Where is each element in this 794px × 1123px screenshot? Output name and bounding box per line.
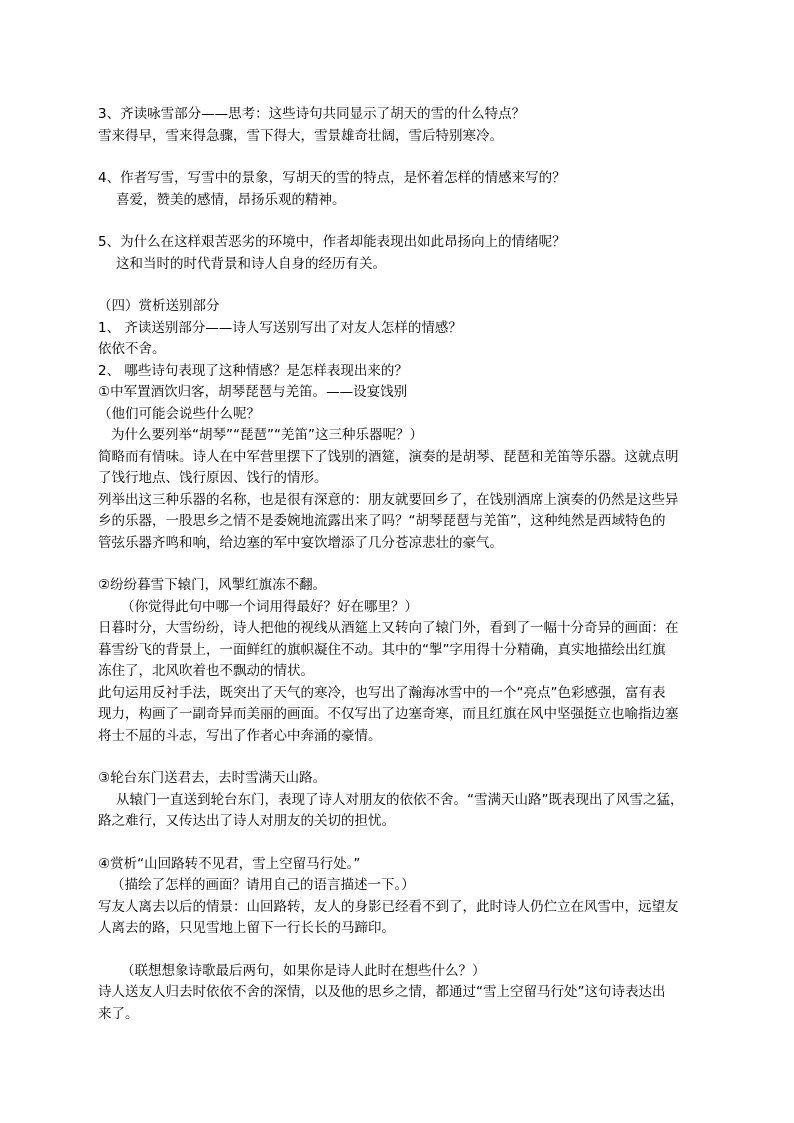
couplet-3-para-line-1: 从辕门一直送到轮台东门，表现了诗人对朋友的依依不舍。“雪满天山路”既表现出了风雪之猛，: [116, 791, 684, 808]
farewell-answer-1: 依依不舍。: [98, 341, 166, 357]
couplet-1-para-1-line-2: 了饯行地点、饯行原因、饯行的情形。: [98, 470, 328, 486]
couplet-4-prompt: （描绘了怎样的画面？请用自己的语言描述一下。）: [111, 877, 415, 893]
couplet-2-para-2-line-2: 现力，构画了一副奇异而美丽的画面。不仅写出了边塞奇寒，而且红旗在风中坚强挺立也喻指边塞: [98, 706, 679, 722]
couplet-3-para-line-2: 路之难行，又传达出了诗人对朋友的关切的担忧。: [98, 813, 395, 829]
final-para-line-1: 诗人送友人归去时依依不舍的深情，以及他的思乡之情，都通过“雪上空留马行处”这句诗表达出: [98, 984, 666, 1000]
couplet-1-prompt-2: 为什么要列举“胡琴”“琵琶”“羌笛”这三种乐器呢？）: [111, 427, 423, 443]
couplet-2-prompt: （你觉得此句中哪一个词用得最好？好在哪里？）: [121, 598, 418, 615]
section-heading-4: （四）赏析送别部分: [98, 298, 220, 314]
couplet-4-para-line-1: 写友人离去以后的情景：山回路转，友人的身影已经看不到了，此时诗人仍伫立在风雪中，远望友: [98, 898, 679, 915]
couplet-1-para-2-line-1: 列举出这三种乐器的名称，也是很有深意的：朋友就要回乡了，在饯别酒席上演奏的仍然是这些异: [98, 491, 679, 508]
couplet-3: ③轮台东门送君去，去时雪满天山路。: [98, 770, 327, 786]
couplet-2-para-2-line-1: 此句运用反衬手法，既突出了天气的寒冷，也写出了瀚海冰雪中的一个“亮点”色彩感强，富有表: [98, 684, 666, 701]
couplet-4: ④赏析“山回路转不见君，雪上空留马行处。”: [98, 855, 361, 872]
question-5: 5、为什么在这样艰苦恶劣的环境中，作者却能表现出如此昂扬向上的情绪呢？: [98, 234, 566, 250]
question-4: 4、作者写雪，写雪中的景象，写胡天的雪的特点，是怀着怎样的情感来写的？: [98, 170, 566, 186]
answer-4: 喜爱，赞美的感情，昂扬乐观的精神。: [116, 191, 346, 208]
couplet-1-prompt-1: （他们可能会说些什么呢？: [98, 405, 260, 422]
couplet-2-para-1-line-2: 暮雪纷飞的背景上，一面鲜红的旗帜凝住不动。其中的“掣”字用得十分精确，真实地描绘出红旗: [98, 641, 666, 658]
final-prompt: （联想想象诗歌最后两句，如果你是诗人此时在想些什么？）: [121, 962, 486, 979]
couplet-2-para-2-line-3: 将士不屈的斗志，写出了作者心中奔涌的豪情。: [98, 727, 382, 744]
couplet-1-para-2-line-2: 乡的乐器，一股思乡之情不是委婉地流露出来了吗？“胡琴琵琶与羌笛”，这种纯然是西域特色的: [98, 513, 666, 529]
farewell-question-1: 1、 齐读送别部分——诗人写送别写出了对友人怎样的情感？: [98, 319, 462, 336]
question-3: 3、齐读咏雪部分——思考：这些诗句共同显示了胡天的雪的什么特点？: [98, 106, 526, 122]
answer-5: 这和当时的时代背景和诗人自身的经历有关。: [116, 255, 386, 272]
final-para-line-2: 来了。: [98, 1005, 139, 1022]
couplet-2: ②纷纷暮雪下辕门，风掣红旗冻不翻。: [98, 577, 327, 593]
farewell-question-2: 2、 哪些诗句表现了这种情感？是怎样表现出来的？: [98, 362, 408, 379]
document-page: [98, 104, 698, 1025]
couplet-1-para-2-line-3: 管弦乐器齐鸣和响，给边塞的军中宴饮增添了几分苍凉悲壮的豪气。: [98, 534, 503, 551]
couplet-4-para-line-2: 人离去的路，只见雪地上留下一行长长的马蹄印。: [98, 920, 395, 936]
couplet-2-para-1-line-1: 日暮时分，大雪纷纷，诗人把他的视线从酒筵上又转向了辕门外，看到了一幅十分奇异的画面：在: [98, 620, 679, 636]
couplet-1: ①中军置酒饮归客，胡琴琵琶与羌笛。——设宴饯别: [98, 384, 408, 400]
answer-3: 雪来得早，雪来得急骤，雪下得大，雪景雄奇壮阔，雪后特别寒冷。: [98, 127, 503, 144]
couplet-2-para-1-line-3: 冻住了，北风吹着也不飘动的情状。: [98, 663, 314, 679]
couplet-1-para-1-line-1: 简略而有情味。诗人在中军营里摆下了饯别的酒筵，演奏的是胡琴、琵琶和羌笛等乐器。这就点明: [98, 448, 679, 465]
